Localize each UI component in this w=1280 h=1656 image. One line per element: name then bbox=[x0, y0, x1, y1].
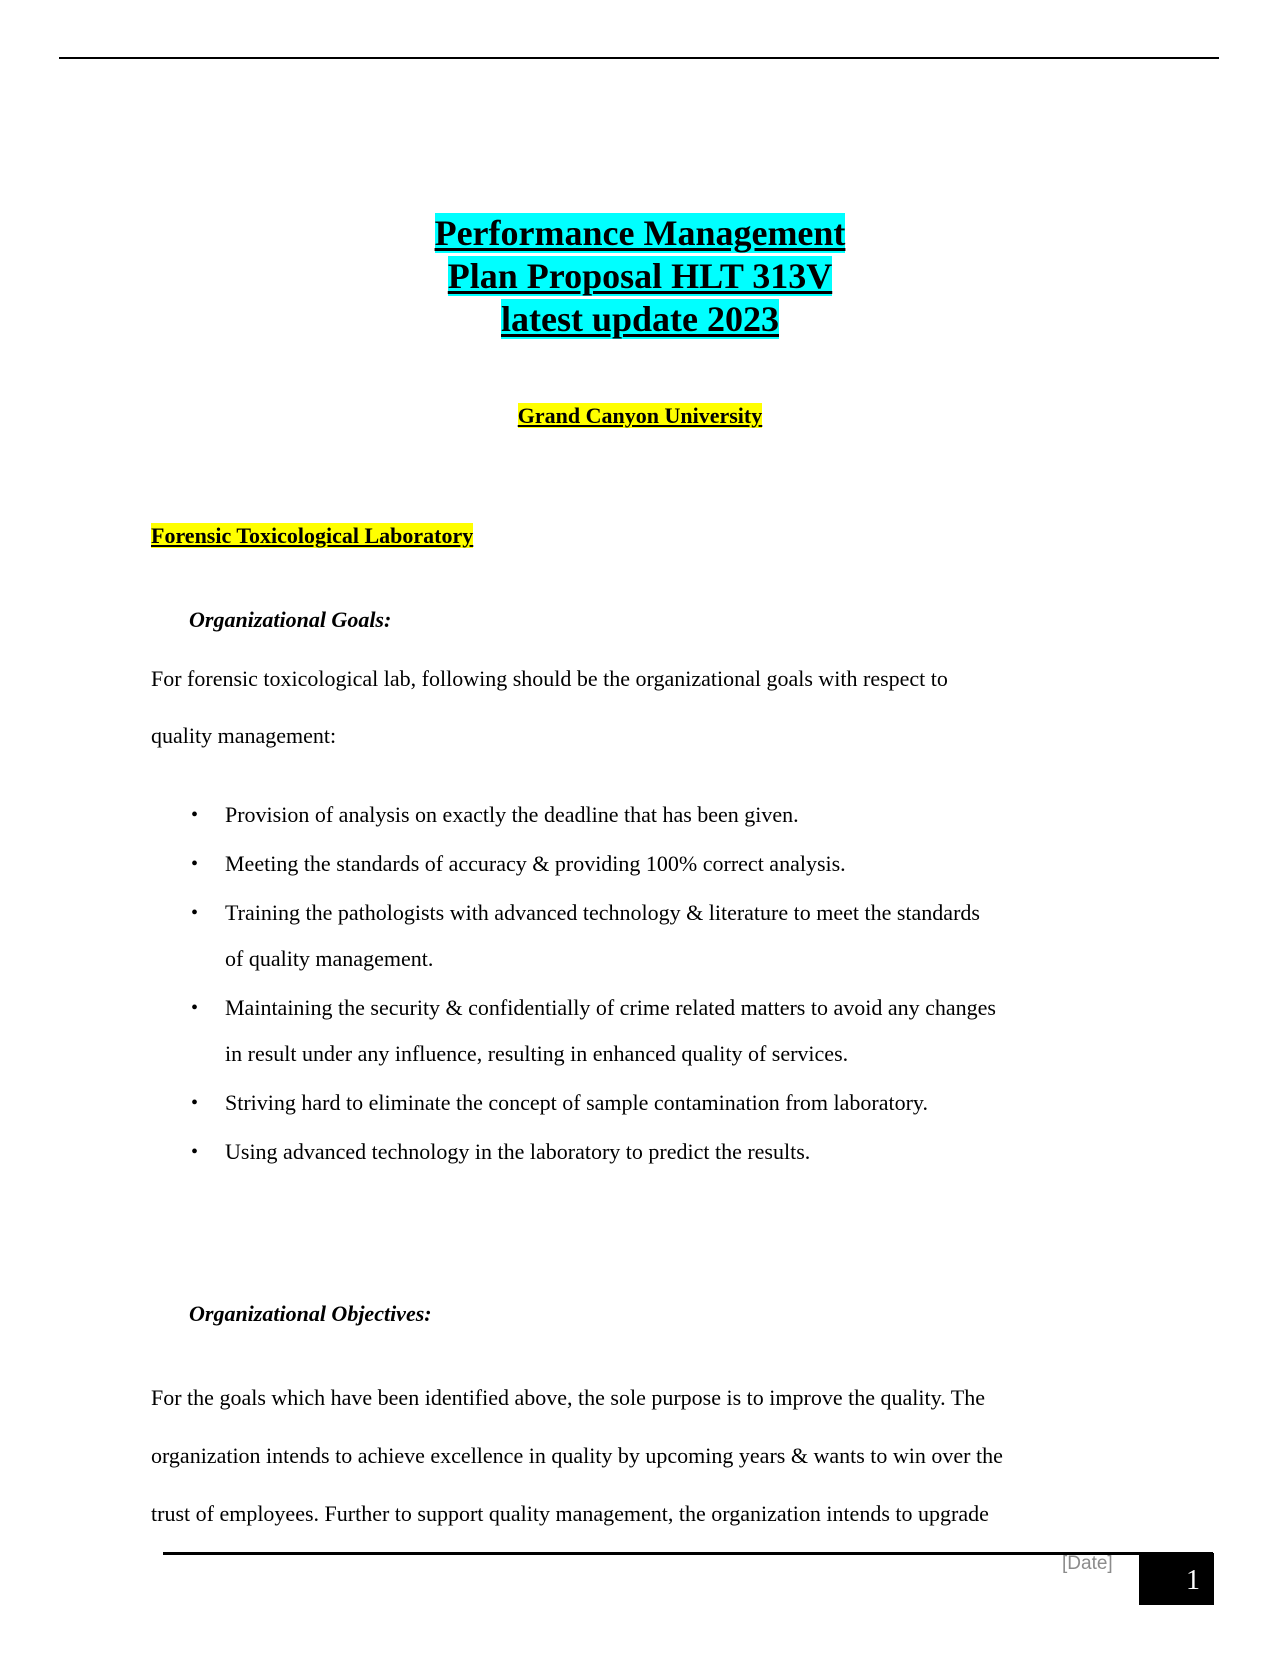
bullet-icon: • bbox=[191, 804, 199, 826]
goals-intro-line: quality management: bbox=[151, 723, 337, 748]
footer-date-placeholder: [Date] bbox=[1062, 1553, 1113, 1574]
goals-bullet-list bbox=[151, 792, 1131, 1178]
goals-intro bbox=[151, 650, 1131, 764]
title-line-2: Plan Proposal HLT 313V bbox=[447, 256, 833, 296]
page-number: 1 bbox=[1186, 1565, 1200, 1596]
list-item bbox=[151, 985, 1131, 1077]
page-number-box bbox=[1139, 1553, 1214, 1605]
paragraph-line: organization intends to achieve excellence in quality by upcoming years & wants to win over the bbox=[151, 1443, 1003, 1468]
bullet-icon: • bbox=[191, 902, 199, 924]
list-item bbox=[151, 1080, 1131, 1126]
list-item-text: of quality management. bbox=[225, 946, 434, 971]
title-line-3: latest update 2023 bbox=[501, 299, 779, 339]
list-item-text: Using advanced technology in the laboratory to predict the results. bbox=[225, 1139, 811, 1164]
paragraph-line: For the goals which have been identified above, the sole purpose is to improve the quality. The bbox=[151, 1385, 985, 1410]
list-item-text: Striving hard to eliminate the concept of sample contamination from laboratory. bbox=[225, 1090, 928, 1115]
list-item bbox=[151, 792, 1131, 838]
list-item bbox=[151, 1129, 1131, 1175]
objectives-paragraph bbox=[151, 1369, 1131, 1543]
bullet-icon: • bbox=[191, 1092, 199, 1114]
list-item-text: in result under any influence, resulting in enhanced quality of services. bbox=[225, 1041, 849, 1066]
lab-heading bbox=[151, 522, 473, 550]
list-item-text: Meeting the standards of accuracy & providing 100% correct analysis. bbox=[225, 851, 846, 876]
goals-heading: Organizational Goals: bbox=[189, 607, 392, 632]
university-name bbox=[0, 402, 1280, 430]
list-item-text: Provision of analysis on exactly the deadline that has been given. bbox=[225, 802, 799, 827]
list-item bbox=[151, 890, 1131, 982]
goals-intro-line: For forensic toxicological lab, following should be the organizational goals with respect to bbox=[151, 666, 948, 691]
list-item bbox=[151, 841, 1131, 887]
title-line-1: Performance Management bbox=[434, 213, 846, 253]
bullet-icon: • bbox=[191, 853, 199, 875]
objectives-heading: Organizational Objectives: bbox=[189, 1301, 432, 1326]
university-label: Grand Canyon University bbox=[517, 403, 763, 428]
bullet-icon: • bbox=[191, 1141, 199, 1163]
lab-heading-label: Forensic Toxicological Laboratory bbox=[151, 523, 474, 548]
document-title bbox=[0, 212, 1280, 341]
paragraph-line: trust of employees. Further to support quality management, the organization intends to upgrade bbox=[151, 1501, 989, 1526]
header-rule bbox=[59, 57, 1219, 59]
list-item-text: Training the pathologists with advanced technology & literature to meet the standards bbox=[225, 900, 980, 925]
footer-rule bbox=[163, 1552, 1213, 1555]
bullet-icon: • bbox=[191, 997, 199, 1019]
list-item-text: Maintaining the security & confidentially of crime related matters to avoid any changes bbox=[225, 995, 996, 1020]
